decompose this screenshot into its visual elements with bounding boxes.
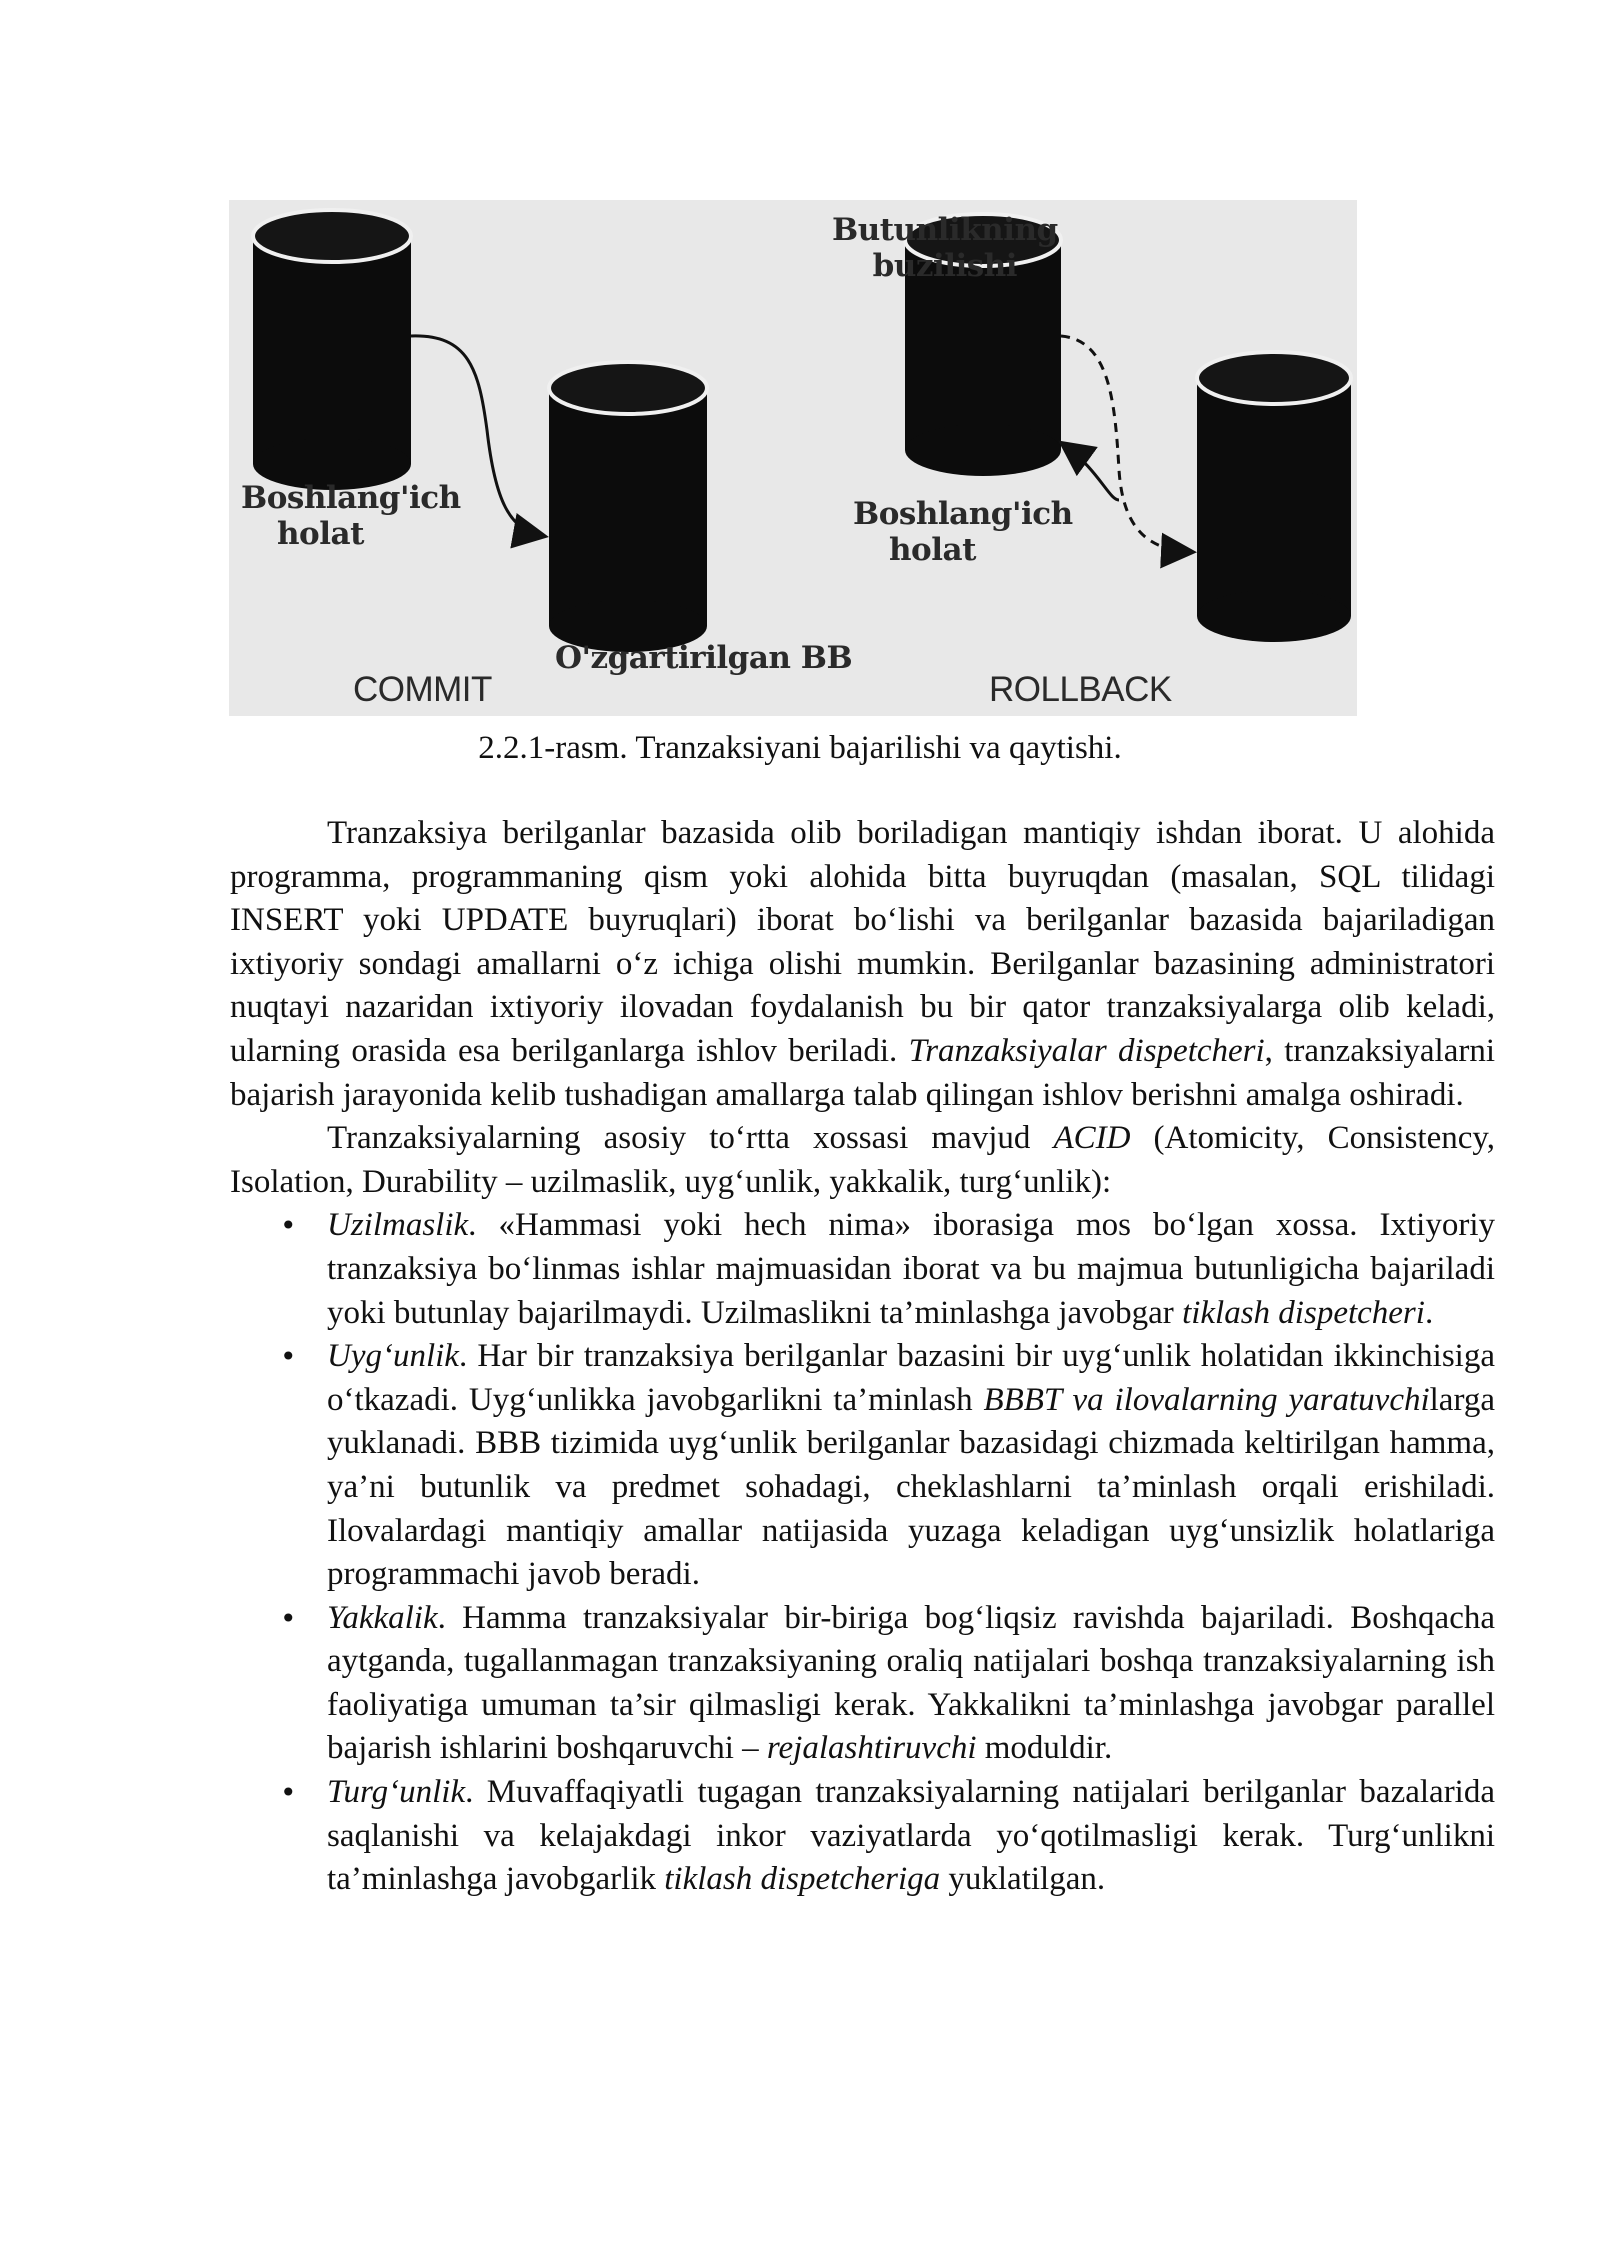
list-item-atomicity: • Uzilmaslik. «Hammasi yoki hech nima» iborasiga mos bo‘lgan xossa. Ixtiyoriy tranzaksiya bo‘linmas ishlar majmuasidan iborat va bu majmua butunligicha bajariladi yoki butunlay bajarilmaydi. Uzilmaslikni ta’minlashga javobgar tiklash dispetcheri. bbox=[230, 1204, 1495, 1335]
db-cylinder-broken bbox=[1197, 352, 1351, 642]
bullet-icon: • bbox=[280, 1209, 297, 1243]
db-cylinder-initial-left bbox=[253, 210, 411, 490]
paragraph-transaction-definition: Tranzaksiya berilganlar bazasida olib boriladigan mantiqiy ishdan iborat. U alohida programma, programmaning qism yoki alohida bitta buyruqdan (masalan, SQL tilidagi INSERT yoki UPDATE buyruqlari) iborat bo‘lishi va berilganlar bazasida bajariladigan ixtiyoriy sondagi amallarni o‘z ichiga olishi mumkin. Berilganlar bazasining administratori nuqtayi nazaridan ixtiyoriy ilovadan foydalanish bu bir qator tranzaksiyalarga olib keladi, ularning orasida esa berilganlarga ishlov beriladi. Tranzaksiyalar dispetcheri, tranzaksiyalarni bajarish jarayonida kelib tushadigan amallarga talab qilingan ishlov berishni amalga oshiradi. bbox=[230, 815, 1495, 1113]
bullet-icon: • bbox=[280, 1340, 297, 1374]
list-item-isolation: • Yakkalik. Hamma tranzaksiyalar bir-biriga bog‘liqsiz ravishda bajariladi. Boshqacha aytganda, tugallanmagan tranzaksiyaning oraliq natijalari boshqa tranzaksiyalarning ish faoliyatiga umuman ta’sir qilmasligi kerak. Yakkalikni ta’minlashga javobgar parallel bajarish ishlarini boshqaruvchi – rejalashtiruvchi moduldir. bbox=[230, 1597, 1495, 1771]
bullet-icon: • bbox=[280, 1776, 297, 1810]
label-rollback: ROLLBACK bbox=[989, 670, 1172, 709]
figure-caption: 2.2.1-rasm. Tranzaksiyani bajarilishi va qaytishi. bbox=[478, 730, 1122, 766]
db-cylinder-changed bbox=[549, 362, 707, 652]
bullet-icon: • bbox=[280, 1601, 297, 1635]
label-consistency-break: Butunlikning buzilishi bbox=[832, 212, 1058, 284]
label-changed-db: O'zgartirilgan BB bbox=[555, 640, 853, 676]
label-initial-right: Boshlang'ich holat bbox=[853, 496, 1073, 568]
transaction-dashed-arrow bbox=[1061, 336, 1191, 552]
transaction-figure bbox=[229, 200, 1357, 716]
body-text bbox=[230, 812, 1495, 1902]
label-commit: COMMIT bbox=[353, 670, 492, 709]
label-initial-left: Boshlang'ich holat bbox=[241, 480, 461, 552]
acid-list bbox=[230, 1204, 1495, 1902]
list-item-consistency: • Uyg‘unlik. Har bir tranzaksiya berilganlar bazasini bir uyg‘unlik holatidan ikkinchisiga o‘tkazadi. Uyg‘unlikka javobgarlikni ta’minlash BBBT va ilovalarning yaratuvchilarga yuklanadi. BBB tizimida uyg‘unlik berilganlar bazasidagi chizmada keltirilgan hamma, ya’ni butunlik va predmet sohadagi, cheklashlarni ta’minlash orqali erishiladi. Ilovalardagi mantiqiy amallar natijasida yuzaga keladigan uyg‘unsizlik holatlariga programmachi javob beradi. bbox=[230, 1335, 1495, 1597]
rollback-arrow bbox=[1063, 444, 1119, 500]
paragraph-acid-intro: Tranzaksiyalarning asosiy to‘rtta xossasi mavjud ACID (Atomicity, Consistency, Isolation, Durability – uzilmaslik, uyg‘unlik, yakkalik, turg‘unlik): bbox=[230, 1120, 1495, 1200]
list-item-durability: • Turg‘unlik. Muvaffaqiyatli tugagan tranzaksiyalarning natijalari berilganlar bazalarida saqlanishi va kelajakdagi inkor vaziyatlarda yo‘qotilmasligi kerak. Turg‘unlikni ta’minlashga javobgarlik tiklash dispetcheriga yuklatilgan. bbox=[230, 1771, 1495, 1902]
commit-rollback-diagram bbox=[229, 200, 1357, 716]
